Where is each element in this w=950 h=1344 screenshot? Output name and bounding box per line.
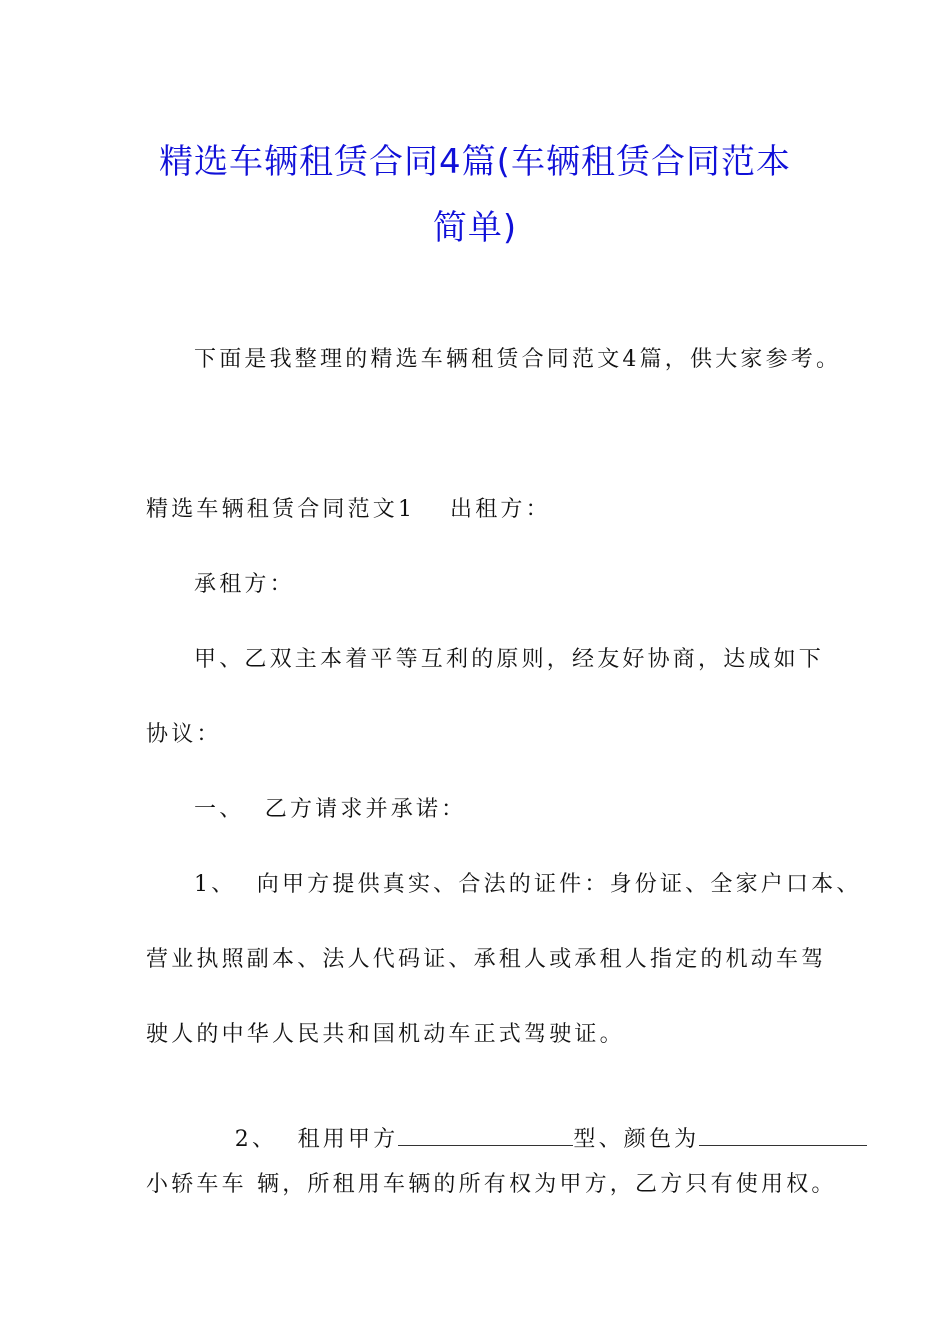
item-1-line-3: 驶人的中华人民共和国机动车正式驾驶证。 bbox=[146, 1022, 625, 1047]
lessee-label: 承租方： bbox=[194, 572, 295, 597]
vehicle-model-blank bbox=[398, 1125, 573, 1146]
item-2-line-2: 小轿车车 辆，所租用车辆的所有权为甲方，乙方只有使用权。 bbox=[146, 1172, 837, 1197]
lessor-label: 出租方： bbox=[450, 497, 551, 522]
document-title-line-1: 精选车辆租赁合同4篇(车辆租赁合同范本 bbox=[159, 142, 791, 182]
document-title-line-2: 简单) bbox=[432, 208, 518, 248]
clause-one-heading: 一、 乙方请求并承诺： bbox=[194, 797, 467, 822]
intro-paragraph: 下面是我整理的精选车辆租赁合同范文4篇，供大家参考。 bbox=[194, 347, 842, 372]
item-1-line-2: 营业执照副本、法人代码证、承租人或承租人指定的机动车驾 bbox=[146, 947, 827, 972]
item-2-text-start: 2、 租用甲方 bbox=[234, 1127, 399, 1152]
vehicle-color-blank bbox=[699, 1125, 867, 1146]
item-2-text-middle: 型、颜色为 bbox=[573, 1127, 700, 1152]
section-heading: 精选车辆租赁合同范文1 bbox=[146, 497, 416, 522]
preamble-line-1: 甲、乙双主本着平等互利的原则，经友好协商，达成如下 bbox=[194, 647, 825, 672]
item-1-line-1: 1、 向甲方提供真实、合法的证件：身份证、全家户口本、 bbox=[194, 872, 862, 897]
preamble-line-2: 协议： bbox=[146, 722, 222, 747]
